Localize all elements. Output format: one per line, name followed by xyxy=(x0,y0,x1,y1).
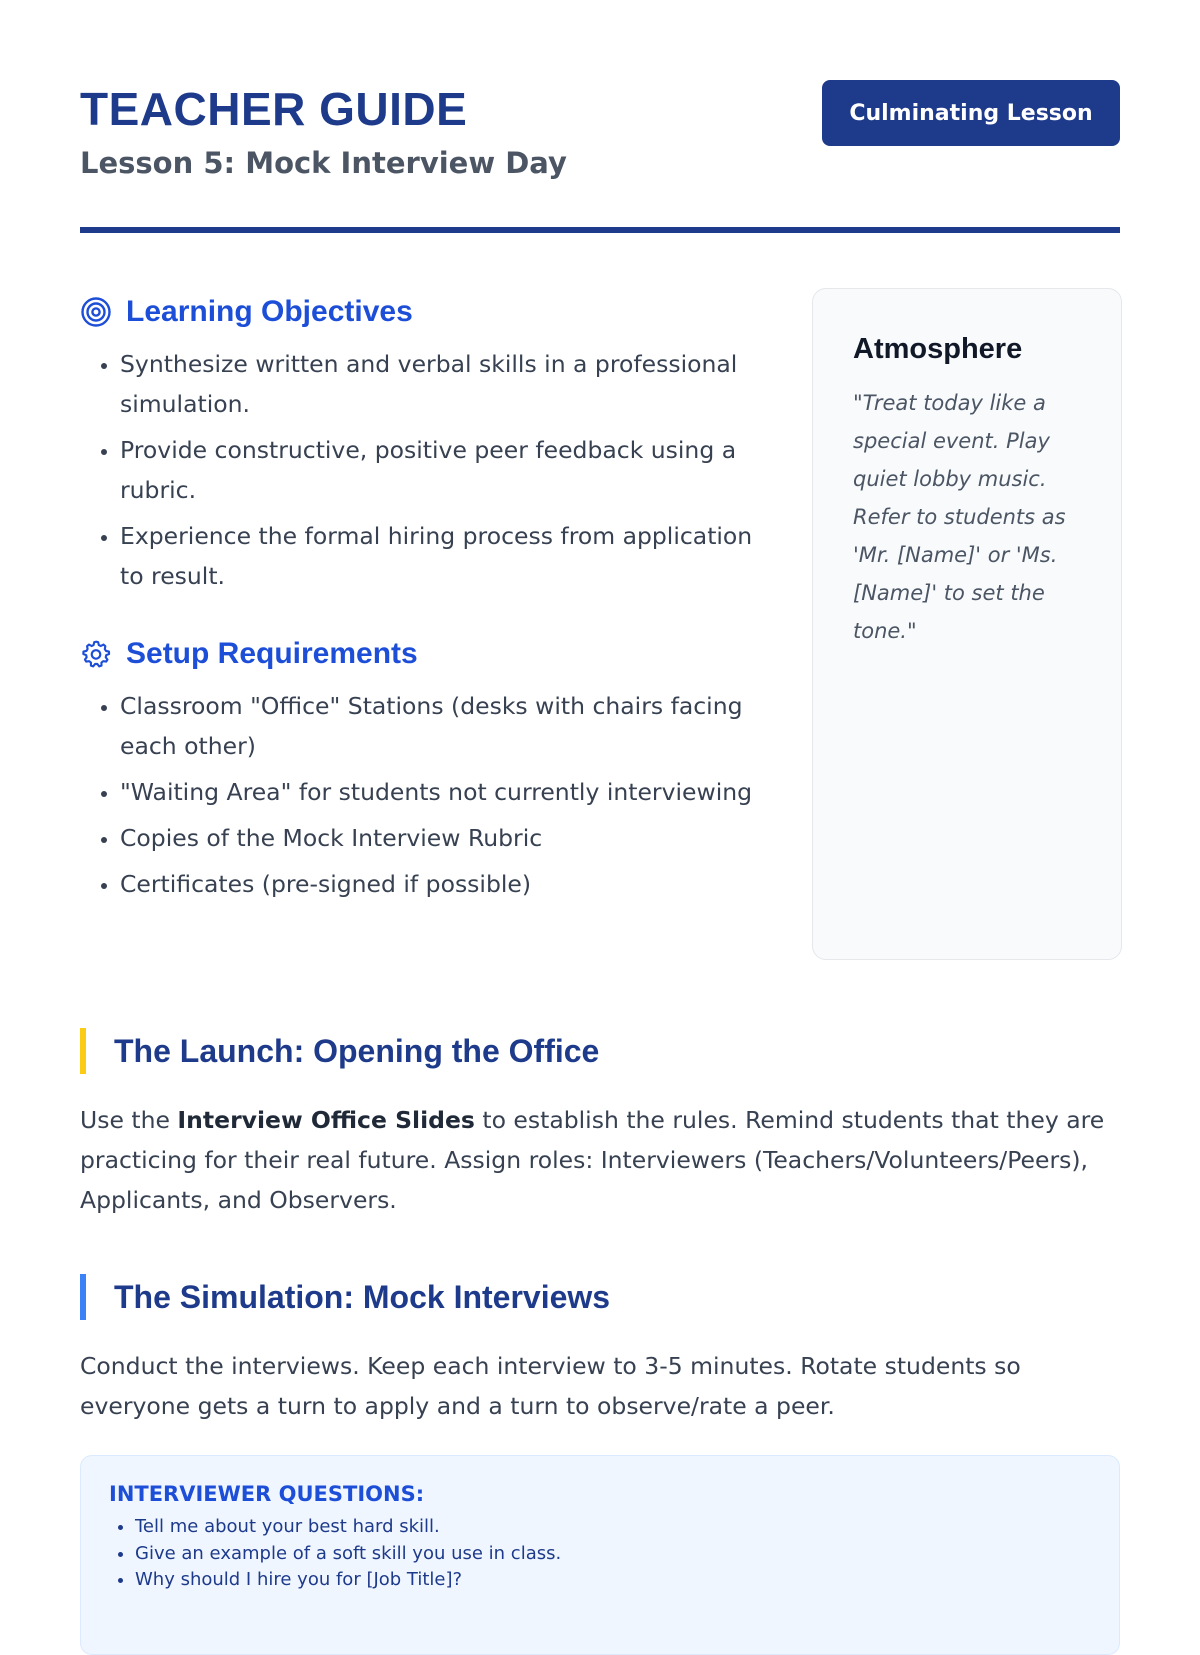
launch-title: The Launch: Opening the Office xyxy=(114,1032,600,1069)
interviewer-questions-box xyxy=(80,1455,1120,1655)
launch-paragraph xyxy=(80,1100,1120,1220)
page-title: TEACHER GUIDE xyxy=(80,83,468,135)
questions-title: INTERVIEWER QUESTIONS: xyxy=(109,1482,425,1506)
question-item: • Why should I hire you for [Job Title]? xyxy=(135,1567,1091,1594)
setup-item: • Certificates (pre-signed if possible) xyxy=(120,864,770,904)
question-item: • Give an example of a soft skill you use in class. xyxy=(135,1541,1091,1568)
simulation-paragraph: Conduct the interviews. Keep each interview to 3-5 minutes. Rotate students so everyone gets a turn to apply and a turn to observe/rate a peer. xyxy=(80,1352,1021,1420)
atmosphere-title: Atmosphere xyxy=(853,333,1023,365)
objective-item: • Synthesize written and verbal skills in a professional simulation. xyxy=(120,344,770,424)
objective-item: • Provide constructive, positive peer feedback using a rubric. xyxy=(120,430,770,510)
launch-accent-bar xyxy=(80,1028,86,1074)
simulation-heading xyxy=(80,1273,1120,1321)
atmosphere-sidebar xyxy=(812,288,1122,960)
objectives-heading xyxy=(80,290,770,334)
lesson-subtitle: Lesson 5: Mock Interview Day xyxy=(80,146,567,180)
simulation-accent-bar xyxy=(80,1274,86,1320)
setup-item: • Classroom "Office" Stations (desks with chairs facing each other) xyxy=(120,686,770,766)
setup-title: Setup Requirements xyxy=(126,637,418,670)
interview-slides-reference: Interview Office Slides xyxy=(177,1106,475,1134)
launch-text-after: to establish the rules. Remind students that they are practicing for their real future. Assign roles: Interviewers (Teachers/Volunteers/Peers), Applicants, and Observers. xyxy=(80,1106,1105,1214)
gear-icon xyxy=(80,638,112,670)
questions-list xyxy=(109,1514,1091,1594)
setup-item: • "Waiting Area" for students not currently interviewing xyxy=(120,772,770,812)
simulation-title: The Simulation: Mock Interviews xyxy=(114,1278,611,1315)
question-item: • Tell me about your best hard skill. xyxy=(135,1514,1091,1541)
setup-heading xyxy=(80,632,770,676)
setup-item: • Copies of the Mock Interview Rubric xyxy=(120,818,770,858)
objectives-title: Learning Objectives xyxy=(126,295,413,328)
objective-item: • Experience the formal hiring process from application to result. xyxy=(120,516,770,596)
atmosphere-quote: "Treat today like a special event. Play quiet lobby music. Refer to students as 'Mr. [Name]' or 'Ms. [Name]' to set the tone." xyxy=(853,391,1066,643)
launch-text-before: Use the xyxy=(80,1106,178,1134)
launch-heading xyxy=(80,1027,1120,1075)
culminating-lesson-badge: Culminating Lesson xyxy=(822,80,1120,146)
header-divider xyxy=(80,227,1120,233)
left-column xyxy=(80,290,770,910)
objectives-list xyxy=(80,344,770,596)
setup-list xyxy=(80,686,770,904)
target-icon xyxy=(80,296,112,328)
